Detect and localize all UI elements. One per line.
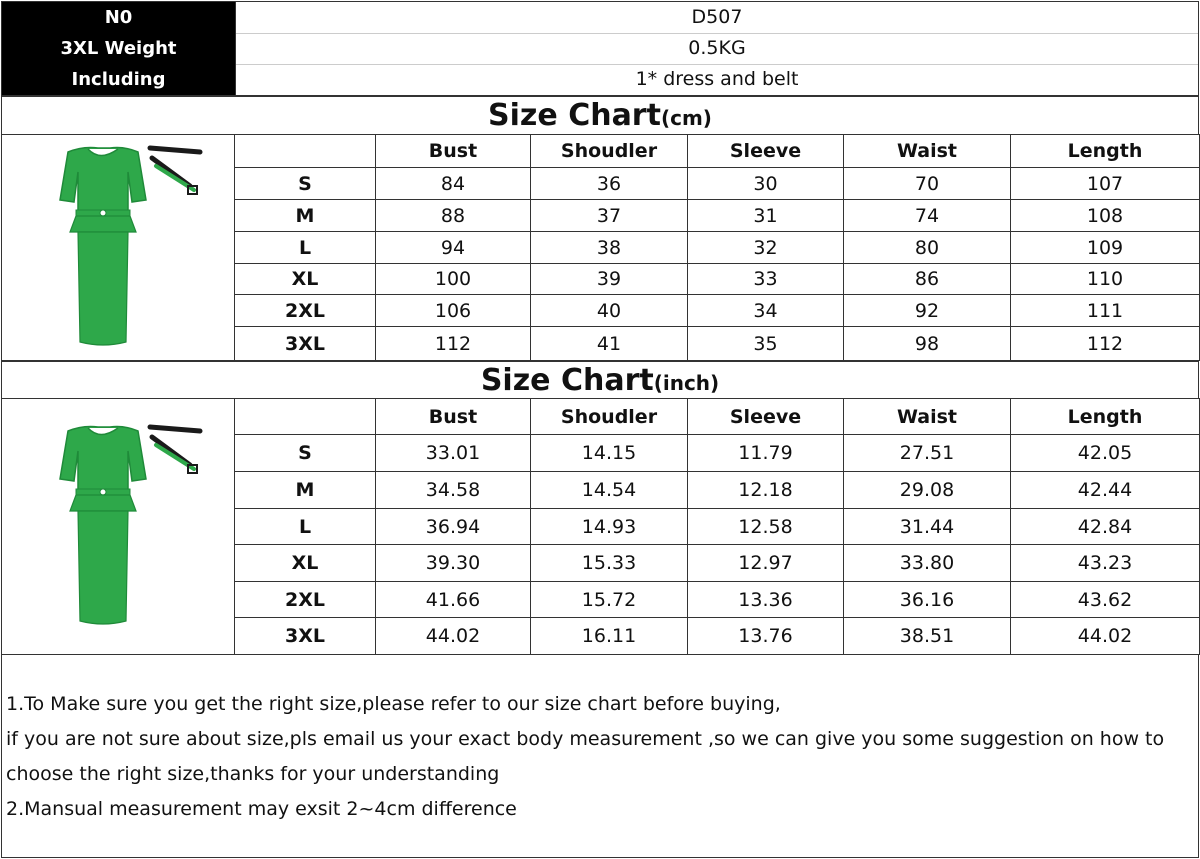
cell-bust: 36.94	[376, 509, 531, 545]
size-label: M	[235, 200, 376, 232]
value-number: D507	[691, 6, 743, 28]
chart-title: Size Chart	[480, 363, 654, 398]
col-waist: Waist	[844, 399, 1011, 435]
label-number: N0	[104, 7, 133, 28]
cell-length: 109	[1011, 232, 1200, 264]
cell-shoulder: 36	[531, 168, 688, 200]
size-label: L	[235, 509, 376, 545]
cell-sleeve: 12.18	[688, 472, 844, 509]
cell-bust: 34.58	[376, 472, 531, 509]
cell-length: 107	[1011, 168, 1200, 200]
cell-shoulder: 15.72	[531, 582, 688, 618]
cell-waist: 70	[844, 168, 1011, 200]
green-dress-with-belt-icon	[28, 417, 208, 637]
cell-bust: 88	[376, 200, 531, 232]
chart-title: Size Chart	[488, 98, 661, 133]
info-labels	[2, 2, 235, 95]
label-weight: 3XL Weight	[60, 38, 177, 59]
cell-waist: 36.16	[844, 582, 1011, 618]
size-chart-inch-title	[1, 361, 1199, 399]
cell-waist: 27.51	[844, 435, 1011, 472]
size-chart-cm-title	[1, 96, 1199, 134]
cell-sleeve: 30	[688, 168, 844, 200]
col-bust: Bust	[376, 399, 531, 435]
cell-sleeve: 12.58	[688, 509, 844, 545]
size-col-header	[235, 135, 376, 168]
table-header-row	[2, 135, 1200, 168]
cell-sleeve: 13.36	[688, 582, 844, 618]
cell-shoulder: 40	[531, 295, 688, 327]
col-bust: Bust	[376, 135, 531, 168]
info-values	[235, 2, 1198, 95]
cell-bust: 33.01	[376, 435, 531, 472]
size-table-inch	[1, 398, 1200, 655]
cell-shoulder: 14.15	[531, 435, 688, 472]
cell-sleeve: 34	[688, 295, 844, 327]
cell-bust: 41.66	[376, 582, 531, 618]
cell-waist: 86	[844, 264, 1011, 295]
cell-waist: 98	[844, 327, 1011, 361]
size-label: 3XL	[235, 327, 376, 361]
col-waist: Waist	[844, 135, 1011, 168]
green-dress-with-belt-icon	[28, 138, 208, 358]
col-shoulder: Shoudler	[531, 399, 688, 435]
cell-length: 44.02	[1011, 618, 1200, 655]
cell-sleeve: 31	[688, 200, 844, 232]
cell-shoulder: 38	[531, 232, 688, 264]
cell-waist: 38.51	[844, 618, 1011, 655]
cell-length: 42.05	[1011, 435, 1200, 472]
cell-waist: 29.08	[844, 472, 1011, 509]
label-including: Including	[71, 69, 166, 90]
cell-sleeve: 12.97	[688, 545, 844, 582]
cell-waist: 74	[844, 200, 1011, 232]
cell-sleeve: 11.79	[688, 435, 844, 472]
cell-sleeve: 33	[688, 264, 844, 295]
product-image	[2, 399, 235, 655]
cell-bust: 112	[376, 327, 531, 361]
size-label: S	[235, 435, 376, 472]
cell-bust: 94	[376, 232, 531, 264]
size-label: 2XL	[235, 295, 376, 327]
cell-length: 42.44	[1011, 472, 1200, 509]
cell-length: 43.62	[1011, 582, 1200, 618]
cell-shoulder: 16.11	[531, 618, 688, 655]
cell-sleeve: 13.76	[688, 618, 844, 655]
size-label: L	[235, 232, 376, 264]
product-image	[2, 135, 235, 361]
note-line: choose the right size,thanks for your understanding	[6, 763, 500, 785]
size-label: M	[235, 472, 376, 509]
cell-bust: 44.02	[376, 618, 531, 655]
col-length: Length	[1011, 135, 1200, 168]
cell-shoulder: 14.93	[531, 509, 688, 545]
col-shoulder: Shoudler	[531, 135, 688, 168]
cell-waist: 80	[844, 232, 1011, 264]
size-label: 2XL	[235, 582, 376, 618]
cell-shoulder: 37	[531, 200, 688, 232]
value-including: 1* dress and belt	[635, 68, 799, 90]
cell-shoulder: 14.54	[531, 472, 688, 509]
size-label: S	[235, 168, 376, 200]
cell-shoulder: 41	[531, 327, 688, 361]
cell-shoulder: 15.33	[531, 545, 688, 582]
cell-sleeve: 32	[688, 232, 844, 264]
size-label: XL	[235, 264, 376, 295]
sizing-notes	[1, 654, 1199, 858]
cell-shoulder: 39	[531, 264, 688, 295]
cell-bust: 100	[376, 264, 531, 295]
col-sleeve: Sleeve	[688, 135, 844, 168]
size-label: 3XL	[235, 618, 376, 655]
product-info-header	[1, 1, 1199, 96]
col-length: Length	[1011, 399, 1200, 435]
cell-length: 112	[1011, 327, 1200, 361]
value-weight: 0.5KG	[688, 37, 746, 59]
cell-length: 42.84	[1011, 509, 1200, 545]
cell-sleeve: 35	[688, 327, 844, 361]
col-sleeve: Sleeve	[688, 399, 844, 435]
chart-unit: (inch)	[653, 371, 720, 395]
cell-waist: 92	[844, 295, 1011, 327]
note-line: 2.Mansual measurement may exsit 2~4cm difference	[6, 798, 517, 820]
note-line: if you are not sure about size,pls email us your exact body measurement ,so we can give you some suggestion on how to	[6, 728, 1165, 750]
cell-length: 108	[1011, 200, 1200, 232]
cell-waist: 31.44	[844, 509, 1011, 545]
cell-length: 43.23	[1011, 545, 1200, 582]
cell-length: 110	[1011, 264, 1200, 295]
note-line: 1.To Make sure you get the right size,please refer to our size chart before buying,	[6, 693, 781, 715]
chart-unit: (cm)	[660, 106, 712, 130]
cell-bust: 106	[376, 295, 531, 327]
size-label: XL	[235, 545, 376, 582]
cell-waist: 33.80	[844, 545, 1011, 582]
size-col-header	[235, 399, 376, 435]
cell-bust: 84	[376, 168, 531, 200]
size-table-cm	[1, 134, 1200, 361]
cell-length: 111	[1011, 295, 1200, 327]
table-header-row	[2, 399, 1200, 435]
cell-bust: 39.30	[376, 545, 531, 582]
